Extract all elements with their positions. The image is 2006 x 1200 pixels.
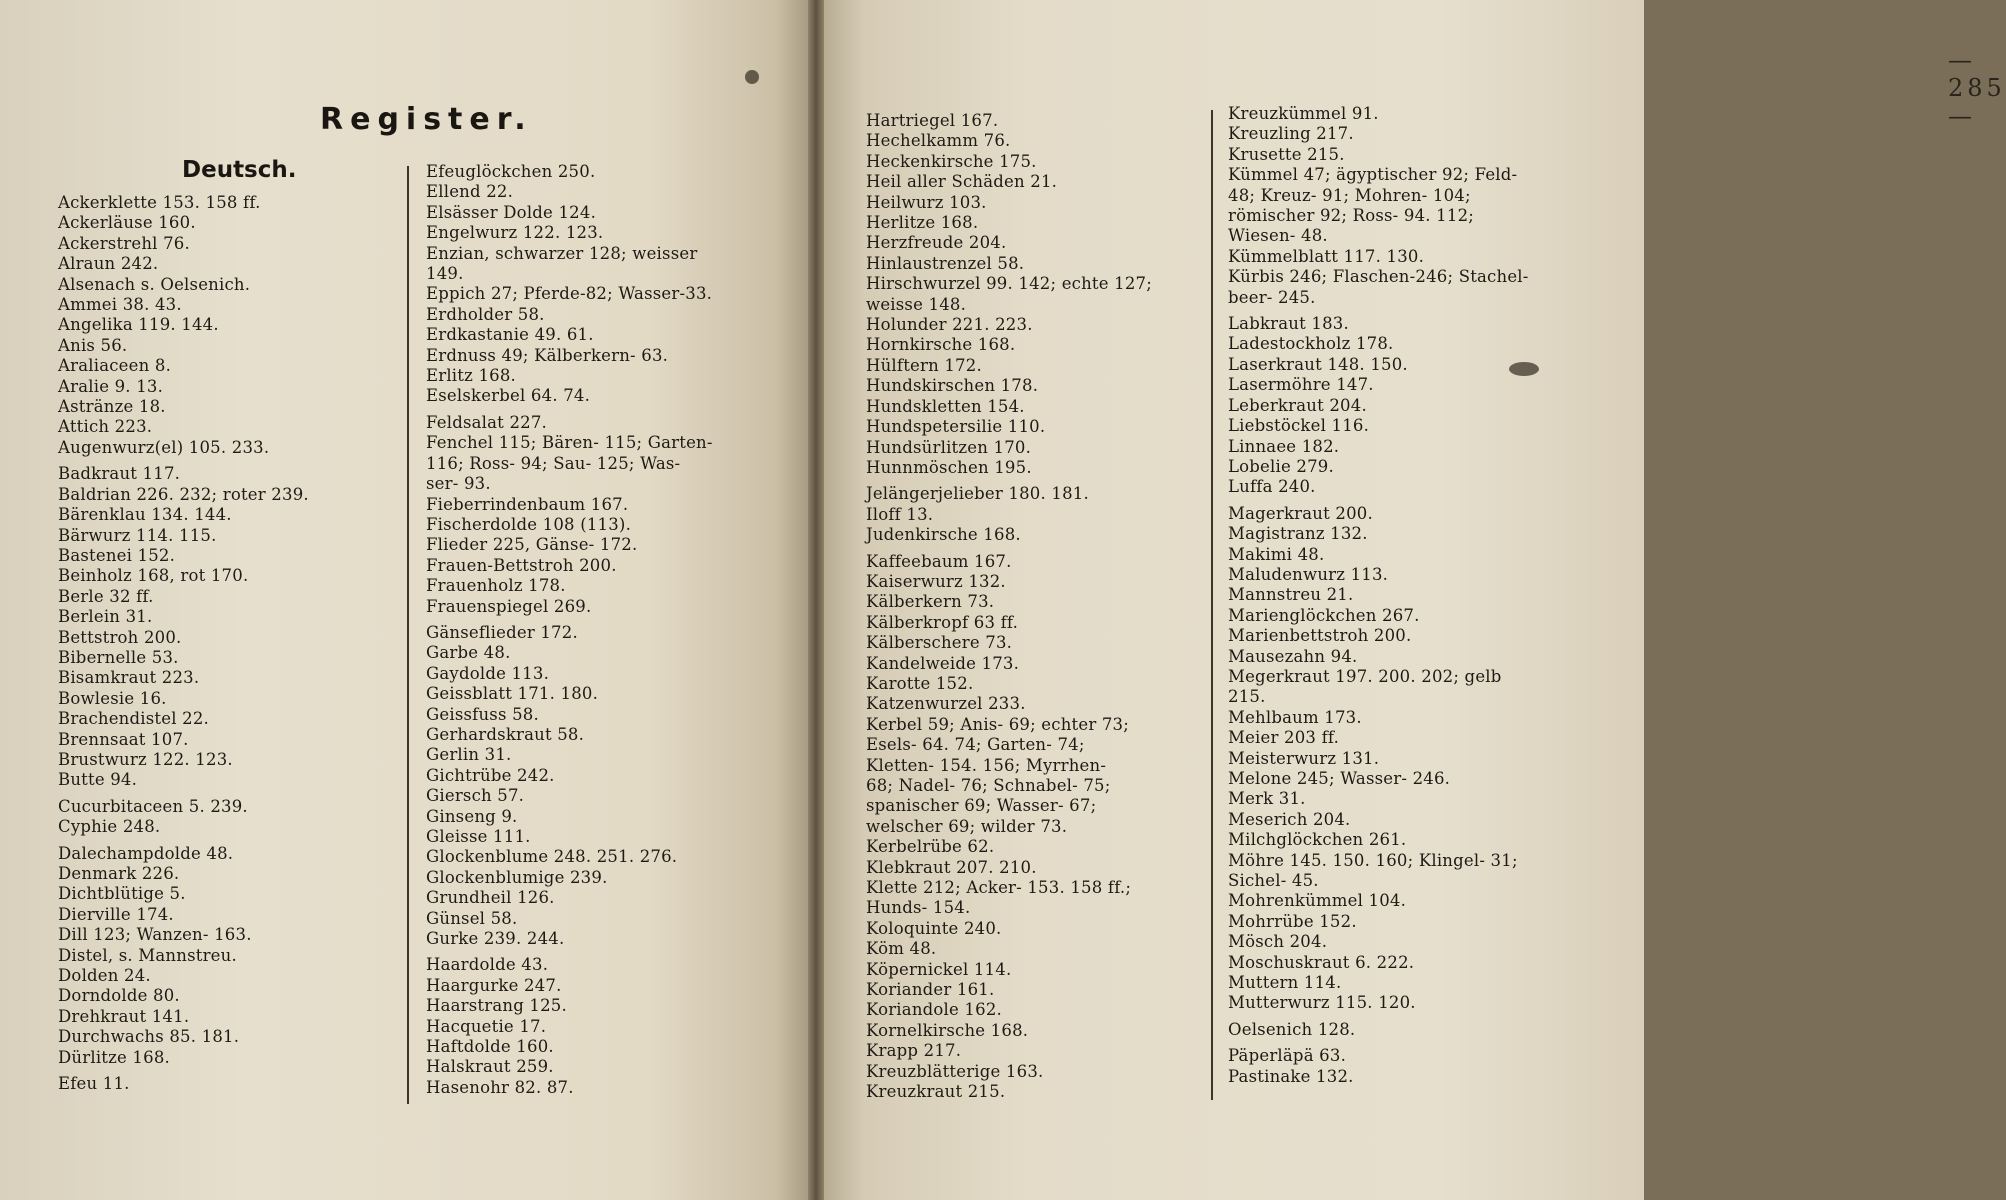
index-entry: Glockenblumige 239. <box>426 867 608 887</box>
index-entry: Aralie 9. 13. <box>58 376 164 396</box>
index-entry: Alraun 242. <box>58 254 159 274</box>
index-entry: Feldsalat 227. <box>426 412 547 432</box>
index-entry: Hundskletten 154. <box>866 396 1025 416</box>
index-entry: Herlitze 168. <box>866 213 979 233</box>
index-entry: Holunder 221. 223. <box>866 315 1033 335</box>
index-entry: Brachendistel 22. <box>58 709 209 729</box>
index-entry: Ellend 22. <box>426 182 514 202</box>
index-entry: Kandelweide 173. <box>866 653 1020 673</box>
index-entry: Dierville 174. <box>58 904 174 924</box>
index-entry: Giersch 57. <box>426 786 525 806</box>
index-entry: Berlein 31. <box>58 607 153 627</box>
index-entry: Dürlitze 168. <box>58 1047 170 1067</box>
index-entry: Kälberkern 73. <box>866 592 995 612</box>
index-column-right-2 <box>1228 104 1628 1087</box>
column-divider <box>1211 110 1213 1100</box>
index-entry: Klebkraut 207. 210. <box>866 857 1037 877</box>
index-entry: Haargurke 247. <box>426 975 562 995</box>
index-entry: Maludenwurz 113. <box>1228 564 1389 584</box>
index-entry: Ladestockholz 178. <box>1228 334 1394 354</box>
index-entry: Melone 245; Wasser- 246. <box>1228 769 1451 788</box>
index-entry: Herzfreude 204. <box>866 233 1007 253</box>
index-entry: Grundheil 126. <box>426 888 555 908</box>
index-entry: Hundsürlitzen 170. <box>866 437 1032 457</box>
index-entry: Lobelie 279. <box>1228 456 1334 476</box>
index-entry: Cucurbitaceen 5. 239. <box>58 796 248 816</box>
book-gutter <box>808 0 824 1200</box>
index-entry: Geissblatt 171. 180. <box>426 684 599 704</box>
index-entry: Bisamkraut 223. <box>58 668 200 688</box>
index-entry: Gichtrübe 242. <box>426 765 555 785</box>
index-entry: Attich 223. <box>58 417 153 437</box>
index-entry: Gerlin 31. <box>426 745 512 765</box>
index-entry: Araliaceen 8. <box>58 356 172 376</box>
index-entry: Efeu 11. <box>58 1074 130 1094</box>
index-entry: Beinholz 168, rot 170. <box>58 566 249 586</box>
index-entry: Gurke 239. 244. <box>426 929 565 949</box>
index-entry: Meisterwurz 131. <box>1228 748 1380 768</box>
index-entry: Laserkraut 148. 150. <box>1228 354 1408 374</box>
index-entry: Kerbel 59; Anis- 69; echter 73; Esels- 64. 74; Garten- 74; Kletten- 154. 156; Myrrhen- 68; Nadel- 76; Schnabel- 75; spanischer 69; Wasser- 67; welscher 69; wilder 73. <box>866 714 1130 836</box>
index-entry: Heilwurz 103. <box>866 192 987 212</box>
index-entry: Pastinake 132. <box>1228 1066 1354 1086</box>
index-entry: Ackerstrehl 76. <box>58 233 190 253</box>
index-entry: Krusette 215. <box>1228 144 1345 164</box>
index-entry: Lasermöhre 147. <box>1228 375 1374 395</box>
ink-spot <box>745 70 759 84</box>
right-page <box>824 0 2006 1200</box>
index-entry: Dolden 24. <box>58 966 151 986</box>
index-entry: Päperläpä 63. <box>1228 1046 1347 1066</box>
index-entry: Hacquetie 17. <box>426 1016 547 1036</box>
index-entry: Hundspetersilie 110. <box>866 417 1046 437</box>
index-entry: Bowlesie 16. <box>58 688 167 708</box>
section-heading: Deutsch. <box>182 157 297 183</box>
index-entry: Halskraut 259. <box>426 1057 554 1077</box>
index-entry: Kümmelblatt 117. 130. <box>1228 246 1425 266</box>
index-entry: Mohrenkümmel 104. <box>1228 891 1407 911</box>
index-entry: Mohrrübe 152. <box>1228 911 1357 931</box>
index-entry: Meier 203 ff. <box>1228 728 1340 748</box>
index-entry: Hartriegel 167. <box>866 111 999 130</box>
index-entry: Karotte 152. <box>866 673 974 693</box>
index-entry: Efeuglöckchen 250. <box>426 162 596 181</box>
index-entry: Fieberrindenbaum 167. <box>426 494 629 514</box>
index-entry: Bärenklau 134. 144. <box>58 505 232 525</box>
index-entry: Augenwurz(el) 105. 233. <box>58 437 270 457</box>
index-entry: Denmark 226. <box>58 864 180 883</box>
index-entry: Günsel 58. <box>426 908 518 928</box>
index-entry: Kümmel 47; ägyptischer 92; Feld- 48; Kreuz- 91; Mohren- 104; römischer 92; Ross- 94. 112; Wiesen- 48. <box>1228 165 1518 246</box>
index-entry: Flieder 225, Gänse- 172. <box>426 535 638 555</box>
column-divider <box>407 166 409 1104</box>
index-entry: Bastenei 152. <box>58 545 176 565</box>
index-entry: Erdkastanie 49. 61. <box>426 325 594 345</box>
index-entry: Mausezahn 94. <box>1228 646 1358 666</box>
index-entry: Hornkirsche 168. <box>866 335 1016 355</box>
index-entry: Butte 94. <box>58 770 138 790</box>
index-entry: Ammei 38. 43. <box>58 295 182 315</box>
index-entry: Baldrian 226. 232; roter 239. <box>58 484 309 504</box>
index-entry: Mehlbaum 173. <box>1228 707 1362 727</box>
index-entry: Hinlaustrenzel 58. <box>866 253 1025 273</box>
index-entry: Erdholder 58. <box>426 304 545 324</box>
index-entry: Mösch 204. <box>1228 932 1328 952</box>
index-entry: Koriander 161. <box>866 980 995 1000</box>
left-page <box>0 0 808 1200</box>
index-entry: Milchglöckchen 261. <box>1228 830 1407 850</box>
index-entry: Koloquinte 240. <box>866 918 1002 938</box>
index-entry: Merk 31. <box>1228 789 1306 809</box>
index-entry: Ackerklette 153. 158 ff. <box>58 193 261 212</box>
index-entry: Haftdolde 160. <box>426 1037 554 1057</box>
index-entry: Muttern 114. <box>1228 973 1342 993</box>
index-entry: Kürbis 246; Flaschen-246; Stachel- beer- 245. <box>1228 267 1529 307</box>
index-entry: Leberkraut 204. <box>1228 395 1367 415</box>
index-entry: Meserich 204. <box>1228 809 1351 829</box>
index-entry: Fenchel 115; Bären- 115; Garten- 116; Ross- 94; Sau- 125; Was- ser- 93. <box>426 433 713 494</box>
index-entry: Kälberkropf 63 ff. <box>866 612 1019 632</box>
index-entry: Magerkraut 200. <box>1228 503 1373 523</box>
index-entry: Klette 212; Acker- 153. 158 ff.; Hunds- 154. <box>866 878 1132 918</box>
index-entry: Jelängerjelieber 180. 181. <box>866 484 1089 504</box>
index-entry: Engelwurz 122. 123. <box>426 223 604 243</box>
index-entry: Elsässer Dolde 124. <box>426 202 597 222</box>
index-entry: Möhre 145. 150. 160; Klingel- 31; Sichel- 45. <box>1228 850 1518 891</box>
index-entry: Brennsaat 107. <box>58 729 189 749</box>
index-entry: Astränze 18. <box>58 397 166 417</box>
index-entry: Gaydolde 113. <box>426 663 550 683</box>
index-entry: Cyphie 248. <box>58 817 161 837</box>
index-entry: Moschuskraut 6. 222. <box>1228 952 1415 972</box>
index-entry: Mannstreu 21. <box>1228 585 1354 605</box>
index-entry: Anis 56. <box>58 335 128 355</box>
index-entry: Distel, s. Mannstreu. <box>58 945 237 965</box>
index-entry: Iloff 13. <box>866 504 934 524</box>
index-entry: Ginseng 9. <box>426 806 518 826</box>
index-entry: Megerkraut 197. 200. 202; gelb 215. <box>1228 666 1502 707</box>
index-entry: Alsenach s. Oelsenich. <box>58 274 251 294</box>
index-entry: Haardolde 43. <box>426 955 549 975</box>
index-column-right-1 <box>866 111 1206 1103</box>
index-entry: Dichtblütige 5. <box>58 884 186 904</box>
index-entry: Liebstöckel 116. <box>1228 416 1370 436</box>
index-entry: Marienbettstroh 200. <box>1228 626 1412 646</box>
index-column-left-1 <box>58 193 388 1094</box>
ink-spot <box>1509 362 1539 376</box>
index-entry: Kreuzblätterige 163. <box>866 1061 1044 1081</box>
index-entry: Kerbelrübe 62. <box>866 837 995 857</box>
index-entry: Linnaee 182. <box>1228 436 1340 456</box>
index-entry: Kreuzling 217. <box>1228 124 1354 144</box>
index-entry: Krapp 217. <box>866 1041 962 1061</box>
index-entry: Dalechampdolde 48. <box>58 843 234 863</box>
index-entry: Enzian, schwarzer 128; weisser 149. <box>426 243 698 284</box>
index-entry: Haarstrang 125. <box>426 996 567 1016</box>
index-entry: Hechelkamm 76. <box>866 131 1011 151</box>
index-entry: Hirschwurzel 99. 142; echte 127; weisse 148. <box>866 274 1153 314</box>
index-entry: Labkraut 183. <box>1228 314 1349 334</box>
index-entry: Gänseflieder 172. <box>426 622 578 642</box>
index-entry: Angelika 119. 144. <box>58 315 219 335</box>
index-entry: Dorndolde 80. <box>58 986 180 1006</box>
page-number: — 285 — <box>1948 46 2006 130</box>
index-entry: Erlitz 168. <box>426 366 516 386</box>
index-entry: Ackerläuse 160. <box>58 213 196 233</box>
index-entry: Hasenohr 82. 87. <box>426 1077 574 1097</box>
index-entry: Köm 48. <box>866 939 937 959</box>
index-entry: Glockenblume 248. 251. 276. <box>426 847 678 867</box>
index-entry: Bibernelle 53. <box>58 647 179 667</box>
index-entry: Kornelkirsche 168. <box>866 1020 1029 1040</box>
page-title: Register. <box>320 102 533 137</box>
index-entry: Heckenkirsche 175. <box>866 151 1037 171</box>
index-entry: Kreuzkümmel 91. <box>1228 104 1379 123</box>
index-entry: Bettstroh 200. <box>58 627 182 647</box>
index-entry: Frauenholz 178. <box>426 576 566 596</box>
index-entry: Kreuzkraut 215. <box>866 1082 1006 1102</box>
index-entry: Frauen-Bettstroh 200. <box>426 555 617 575</box>
index-entry: Garbe 48. <box>426 643 511 663</box>
index-entry: Marienglöckchen 267. <box>1228 605 1420 625</box>
index-entry: Brustwurz 122. 123. <box>58 749 233 769</box>
index-entry: Erdnuss 49; Kälberkern- 63. <box>426 345 669 365</box>
index-entry: Hunnmöschen 195. <box>866 457 1032 477</box>
index-entry: Köpernickel 114. <box>866 959 1012 979</box>
index-entry: Oelsenich 128. <box>1228 1019 1356 1039</box>
index-entry: Eppich 27; Pferde-82; Wasser-33. <box>426 284 713 304</box>
index-entry: Eselskerbel 64. 74. <box>426 386 591 406</box>
index-entry: Katzenwurzel 233. <box>866 694 1026 714</box>
index-entry: Magistranz 132. <box>1228 524 1368 544</box>
index-entry: Makimi 48. <box>1228 544 1325 564</box>
index-entry: Gleisse 111. <box>426 827 531 846</box>
index-entry: Geissfuss 58. <box>426 704 539 724</box>
index-entry: Kaffeebaum 167. <box>866 551 1012 571</box>
index-entry: Koriandole 162. <box>866 1000 1002 1020</box>
index-entry: Drehkraut 141. <box>58 1006 190 1026</box>
index-entry: Hülftern 172. <box>866 355 982 375</box>
index-entry: Dill 123; Wanzen- 163. <box>58 925 252 945</box>
index-entry: Kälberschere 73. <box>866 633 1013 653</box>
index-entry: Kaiserwurz 132. <box>866 571 1006 591</box>
index-column-left-2 <box>426 162 786 1098</box>
index-entry: Judenkirsche 168. <box>866 525 1021 545</box>
index-entry: Badkraut 117. <box>58 464 181 484</box>
index-entry: Frauenspiegel 269. <box>426 596 592 616</box>
index-entry: Fischerdolde 108 (113). <box>426 514 632 534</box>
index-entry: Berle 32 ff. <box>58 586 154 606</box>
index-entry: Bärwurz 114. 115. <box>58 525 217 545</box>
index-entry: Luffa 240. <box>1228 477 1316 497</box>
index-entry: Gerhardskraut 58. <box>426 724 585 744</box>
index-entry: Mutterwurz 115. 120. <box>1228 993 1416 1013</box>
index-entry: Durchwachs 85. 181. <box>58 1027 240 1047</box>
index-entry: Hundskirschen 178. <box>866 376 1039 396</box>
index-entry: Heil aller Schäden 21. <box>866 172 1058 192</box>
